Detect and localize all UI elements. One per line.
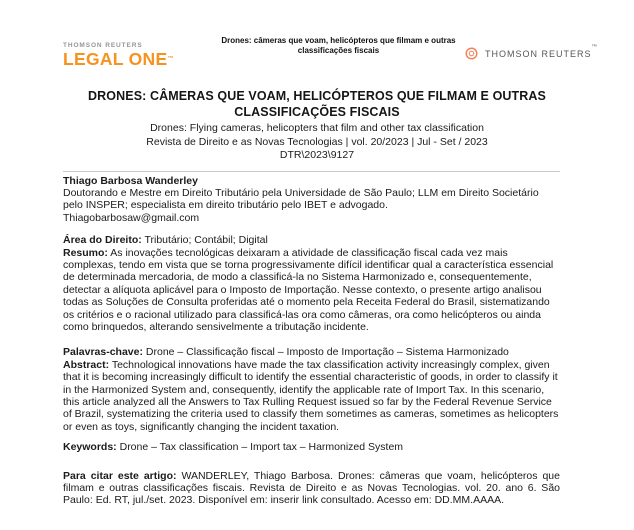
page-header bbox=[0, 0, 634, 78]
abstract-paragraph bbox=[63, 359, 560, 433]
running-title-wrap bbox=[213, 36, 464, 56]
area-do-direito bbox=[63, 234, 560, 246]
keywords-line bbox=[63, 441, 560, 453]
subtitle-dtr-number: DTR\2023\9127 bbox=[279, 149, 355, 161]
legal-one-logo bbox=[63, 42, 213, 68]
author-email: Thiagobarbosaw@gmail.com bbox=[63, 211, 200, 224]
thomson-reuters-logo bbox=[464, 44, 597, 62]
legal-one-wordmark bbox=[63, 50, 213, 68]
subtitle-journal-volume: Revista de Direito e as Novas Tecnologias | vol. 20/2023 | Jul - Set / 2023 bbox=[146, 135, 488, 148]
author-block bbox=[63, 175, 560, 225]
citation-paragraph bbox=[63, 470, 560, 507]
article-subtitle-block bbox=[0, 122, 634, 163]
resumo-text: As inovações tecnológicas deixaram a atividade de classificação fiscal cada vez mais complexas, tendo em vista que se torna progressivamente difícil identificar qual a característica essencial de determinada mercadoria, de modo a classificá-la no Sistema Harmonizado e, consequentemente, detectar a alíquota aplicável para o Imposto de Importação. Nesse contexto, o presente artigo analisou todas as Soluções de Consulta proferidas até o momento pela Receita Federal do Brasil, sistematizando os critérios e o racional utilizado para classificá-las ora como câmeras, ora como helicópteros ou ainda como brinquedos, alterando sensivelmente a tributação incidente. bbox=[63, 246, 554, 333]
palavras-chave-text: Drone – Classificação fiscal – Imposto de Importação – Sistema Harmonizado bbox=[142, 346, 509, 359]
article-body bbox=[63, 175, 560, 507]
resumo-paragraph bbox=[63, 247, 560, 334]
citation-text: WANDERLEY, Thiago Barbosa. Drones: câmeras que voam, helicópteros que filmam e outras classificações fiscais. Revista de Direito e as Novas Tecnologias. vol. 20. ano 6. São Paulo: Ed. RT, jul./set. 2023. Disponível em: inserir link consultado. Acesso em: DD.MM.AAAA. bbox=[63, 469, 560, 507]
abstract-label: Abstract: bbox=[63, 358, 110, 371]
palavras-chave-label: Palavras-chave: bbox=[63, 346, 143, 359]
keywords-text: Drone – Tax classification – Import tax – Harmonized System bbox=[116, 441, 404, 454]
thomson-reuters-text: THOMSON REUTERS bbox=[484, 49, 592, 59]
abstract-text: Technological innovations have made the tax classification activity increasingly complex, given that it is becoming increasingly difficult to identify the essential characteristic of goods, in order to classify it in the Harmonized System and, consequently, identify the applicable rate of Import Tax. In this scenario, this article analyzed all the Answers to Tax Rulling Request issued so far by the Federal Revenue Service of Brazil, systematizing the criteria used to classify them sometimes as cameras, sometimes as helicopters or even as toys, significantly changing the incident taxation. bbox=[63, 358, 559, 433]
palavras-chave-line bbox=[63, 346, 560, 358]
legal-one-eyebrow: THOMSON REUTERS bbox=[63, 42, 143, 49]
running-title: Drones: câmeras que voam, helicópteros que filmam e outras classificações fiscais bbox=[221, 36, 456, 55]
trademark-symbol: ™ bbox=[167, 56, 174, 62]
thomson-reuters-ring-icon bbox=[464, 46, 479, 61]
article-title: DRONES: CÂMERAS QUE VOAM, HELICÓPTEROS QUE FILMAM E OUTRAS CLASSIFICAÇÕES FISCAIS bbox=[88, 89, 546, 119]
trademark-symbol: ™ bbox=[591, 44, 597, 50]
citation-label: Para citar este artigo: bbox=[63, 469, 177, 482]
author-bio: Doutorando e Mestre em Direito Tributário pela Universidade de São Paulo; LLM em Direito Societário pelo INSPER; especialista em direito tributário pelo IBET e advogado. bbox=[63, 186, 539, 212]
thomson-reuters-wordmark bbox=[485, 44, 597, 62]
area-label: Área do Direito: bbox=[63, 234, 142, 247]
keywords-label: Keywords: bbox=[63, 441, 117, 454]
resumo-label: Resumo: bbox=[63, 246, 108, 259]
subtitle-translated-title: Drones: Flying cameras, helicopters that film and other tax classification bbox=[150, 122, 484, 134]
header-divider bbox=[63, 171, 560, 172]
legal-one-brand-text: LEGAL ONE bbox=[63, 49, 168, 69]
author-name: Thiago Barbosa Wanderley bbox=[63, 174, 198, 187]
area-text: Tributário; Contábil; Digital bbox=[141, 234, 268, 247]
